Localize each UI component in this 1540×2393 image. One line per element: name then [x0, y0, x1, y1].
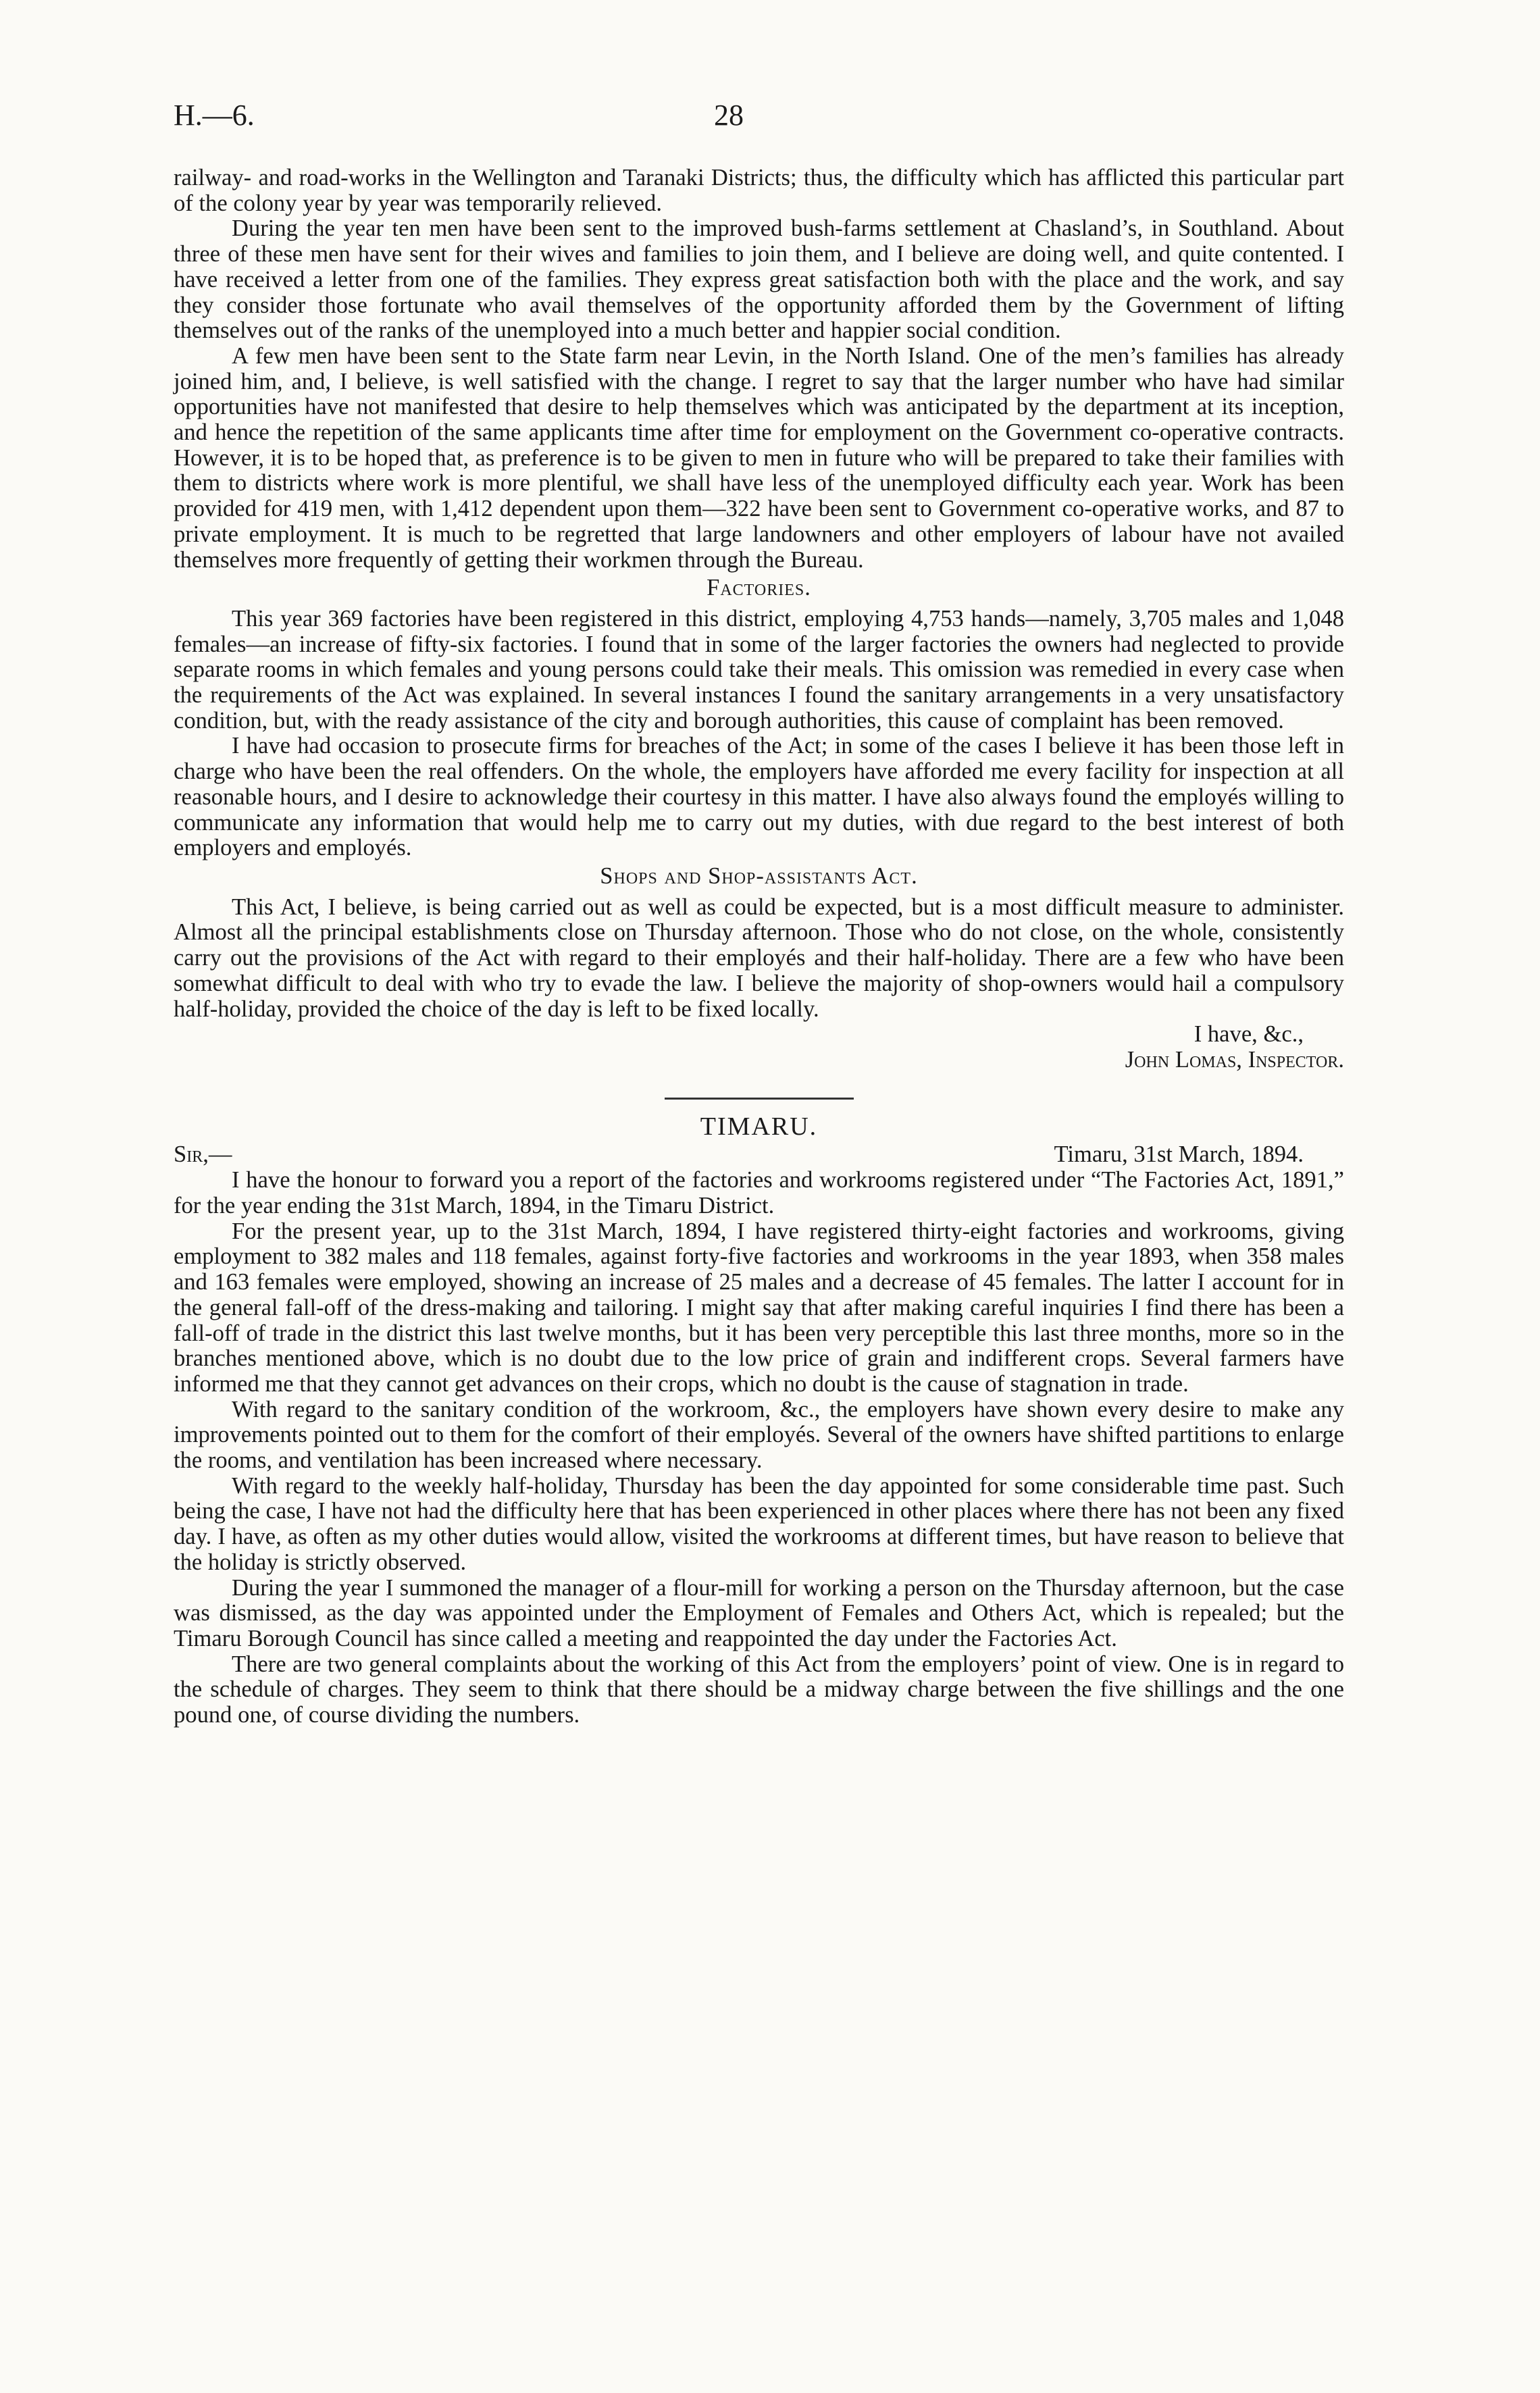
section-heading-factories: Factories. [707, 575, 811, 601]
paragraph: railway- and road-works in the Wellington and Taranaki Districts; thus, the difficulty which has afflicted this particular part of the colony year by year was temporarily relieved. [174, 165, 1344, 216]
paragraph: With regard to the weekly half-holiday, Thursday has been the day appointed for some considerable time past. Such being the case, I have not had the difficulty here that has been experienced in other places where there has not been any fixed day. I have, as often as my other duties would allow, visited the workrooms at different times, but have reason to believe that the holiday is strictly observed. [174, 1472, 1344, 1575]
paragraph: During the year I summoned the manager of a flour-mill for working a person on the Thursday afternoon, but the case was dismissed, as the day was appointed under the Employment of Females and Others Act, which is repealed; but the Timaru Borough Council has since called a meeting and reappointed the day under the Factories Act. [174, 1574, 1344, 1651]
document-code: H.—6. [174, 99, 255, 132]
paragraph: For the present year, up to the 31st March, 1894, I have registered thirty-eight factories and workrooms, giving employment to 382 males and 118 females, against forty-five factories and workrooms in the year 1893, when 358 males and 163 females were employed, showing an increase of 25 males and a decrease of 45 females. The latter I account for in the general fall-off of the dress-making and tailoring. I might say that after making careful inquiries I find there has been a fall-off of trade in the district this last twelve months, but it has been very perceptible this last three months, more so in the branches mentioned above, which is no doubt due to the low price of grain and indifferent crops. Several farmers have informed me that they cannot get advances on their crops, which no doubt is the cause of stagnation in trade. [174, 1218, 1344, 1397]
section-divider [665, 1098, 854, 1100]
page-header [174, 98, 1344, 145]
signature: John Lomas, Inspector. [1125, 1046, 1344, 1073]
document-body [174, 165, 1344, 1728]
paragraph: I have the honour to forward you a report of the factories and workrooms registered under “The Factories Act, 1891,” for the year ending the 31st March, 1894, in the Timaru District. [174, 1167, 1344, 1219]
paragraph: I have had occasion to prosecute firms for breaches of the Act; in some of the cases I believe it has been those left in charge who have been the real offenders. On the whole, the employers have afforded me every facility for inspection at all reasonable hours, and I desire to acknowledge their courtesy in this matter. I have also always found the employés willing to communicate any information that would help me to carry out my duties, with due regard to the best interest of both employers and employés. [174, 733, 1344, 861]
paragraph: During the year ten men have been sent to the improved bush-farms settlement at Chasland’s, in Southland. About three of these men have sent for their wives and families to join them, and I believe are doing well, and quite contented. I have received a letter from one of the families. They express great satisfaction both with the place and the work, and say they consider those fortunate who avail themselves of the opportunity afforded them by the Government of lifting themselves out of the ranks of the unemployed into a much better and happier social condition. [174, 215, 1344, 344]
salutation: Sir,— [174, 1141, 232, 1168]
letter-closing: I have, &c., [1194, 1021, 1304, 1048]
paragraph: This year 369 factories have been registered in this district, employing 4,753 hands—namely, 3,705 males and 1,048 females—an increase of fifty-six factories. I found that in some of the larger factories the owners had neglected to provide separate rooms in which females and young persons could take their meals. This omission was remedied in every case when the requirements of the Act was explained. In several instances I found the sanitary arrangements in a very unsatisfactory condition, but, with the ready assistance of the city and borough authorities, this cause of complaint has been removed. [174, 605, 1344, 734]
paragraph: There are two general complaints about the working of this Act from the employers’ point of view. One is in regard to the schedule of charges. They seem to think that there should be a midway charge between the five shillings and the one pound one, of course dividing the numbers. [174, 1651, 1344, 1728]
page-number: 28 [714, 99, 744, 132]
paragraph: With regard to the sanitary condition of the workroom, &c., the employers have shown every desire to make any improvements pointed out to them for the comfort of their employés. Several of the owners have shifted partitions to enlarge the rooms, and ventilation has been increased where necessary. [174, 1396, 1344, 1474]
paragraph: A few men have been sent to the State farm near Levin, in the North Island. One of the men’s families has already joined him, and, I believe, is well satisfied with the change. I regret to say that the larger number who have had similar opportunities have not manifested that desire to help themselves which was anticipated by the department at its inception, and hence the repetition of the same applicants time after time for employment on the Government co-operative contracts. However, it is to be hoped that, as preference is to be given to men in future who will be prepared to take their families with them to districts where work is more plentiful, we shall have less of the unemployed difficulty each year. Work has been provided for 419 men, with 1,412 dependent upon them—322 have been sent to Government co-operative works, and 87 to private employment. It is much to be regretted that large landowners and other employers of labour have not availed themselves more frequently of getting their workmen through the Bureau. [174, 342, 1344, 573]
salutation-line [174, 1142, 1344, 1168]
section-title-timaru: TIMARU. [700, 1112, 818, 1141]
section-heading-shops: Shops and Shop-assistants Act. [600, 863, 918, 889]
place-date: Timaru, 31st March, 1894. [1054, 1141, 1304, 1168]
paragraph: This Act, I believe, is being carried out as well as could be expected, but is a most difficult measure to administer. Almost all the principal establishments close on Thursday afternoon. Those who do not close, on the whole, consistently carry out the provisions of the Act with regard to their employés and their half-holiday. There are a few who have been somewhat difficult to deal with who try to evade the law. I believe the majority of shop-owners would hail a compulsory half-holiday, provided the choice of the day is left to be fixed locally. [174, 894, 1344, 1022]
